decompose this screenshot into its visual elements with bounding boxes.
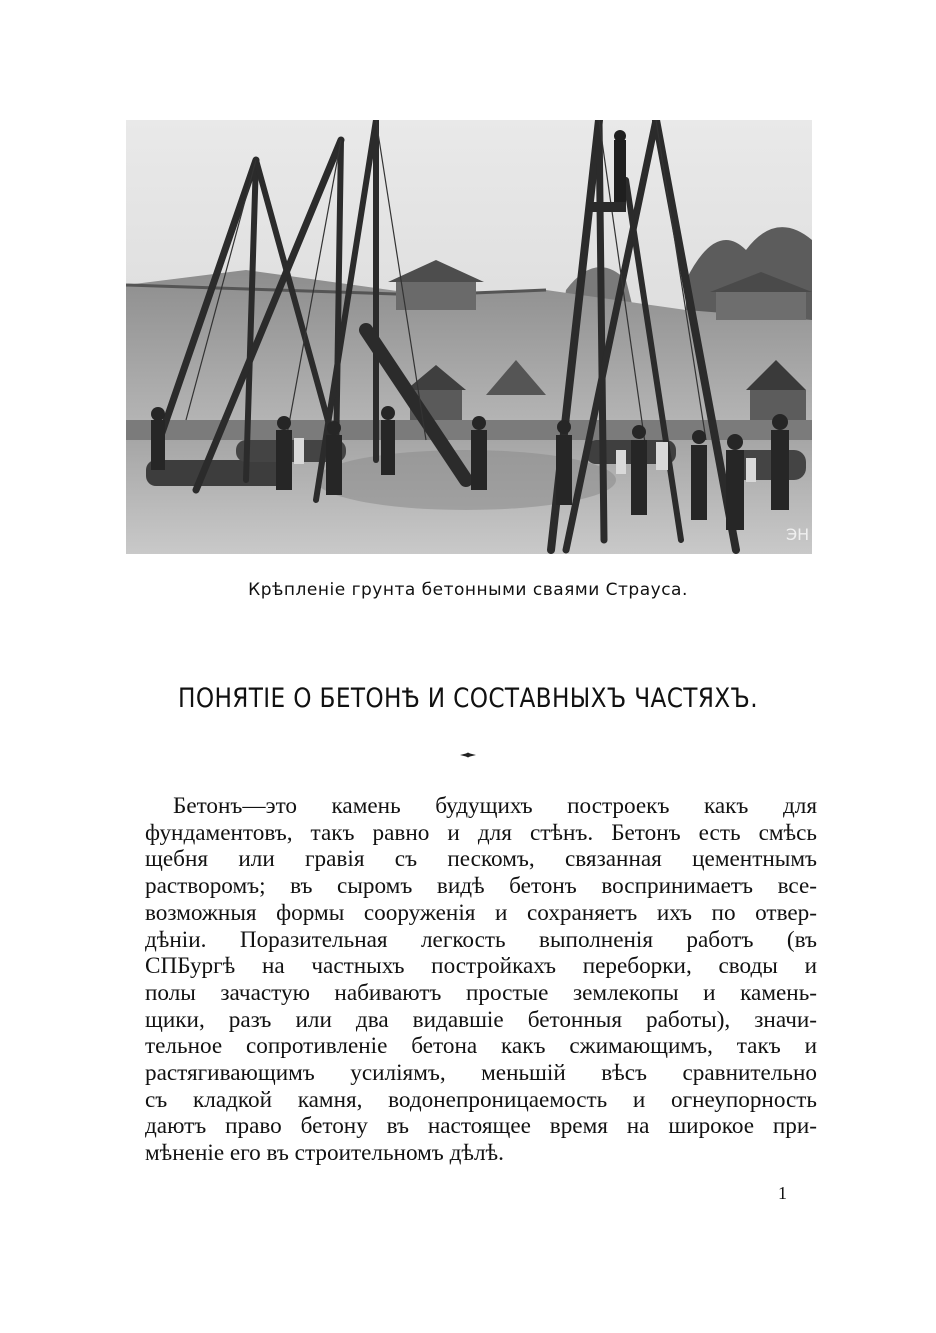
figure-caption: Крѣпленіе грунта бетонными сваями Страуса.	[248, 580, 688, 600]
photograph-icon	[126, 120, 812, 554]
paragraph-line: тельное сопротивленіе бетона какъ сжимающимъ, такъ и	[145, 1033, 817, 1060]
paragraph-line: возможныя формы сооруженія и сохраняетъ ихъ по отвер-	[145, 899, 817, 926]
paragraph-line: щебня или гравія съ пескомъ, связанная цементнымъ	[145, 846, 817, 873]
paragraph-line: щики, разъ или два видавшіе бетонныя работы), значи-	[145, 1006, 817, 1033]
paragraph-line: даютъ право бетону въ настоящее время на широкое при-	[145, 1113, 817, 1140]
page-number: 1	[778, 1183, 787, 1203]
paragraph-line: мѣненіе его въ строительномъ дѣлѣ.	[145, 1140, 504, 1167]
paragraph-line: полы зачастую набиваютъ простые землекопы и камень-	[145, 979, 817, 1006]
paragraph-line: Бетонъ—это камень будущихъ построекъ какъ для	[173, 793, 817, 819]
section-title: ПОНЯТІЕ О БЕТОНѢ И СОСТАВНЫХЪ ЧАСТЯХЪ.	[178, 683, 758, 714]
ornament-dash-icon	[460, 752, 476, 758]
construction-photograph	[126, 120, 812, 554]
paragraph-line: дѣніи. Поразительная легкость выполненія работъ (въ	[145, 926, 817, 953]
paragraph-line: съ кладкой камня, водонепроницаемость и огнеупорность	[145, 1086, 817, 1113]
paragraph-line: СПБургѣ на частныхъ постройкахъ переборки, своды и	[145, 953, 817, 980]
body-paragraph	[145, 793, 817, 1167]
svg-text:ЭН: ЭН	[786, 525, 810, 544]
paragraph-line: растягивающимъ усиліямъ, меньшій вѣсъ сравнительно	[145, 1060, 817, 1087]
paragraph-line: растворомъ; въ сыромъ видѣ бетонъ воспринимаетъ все-	[145, 873, 817, 900]
paragraph-line: фундаментовъ, такъ равно и для стѣнъ. Бетонъ есть смѣсь	[145, 819, 817, 846]
